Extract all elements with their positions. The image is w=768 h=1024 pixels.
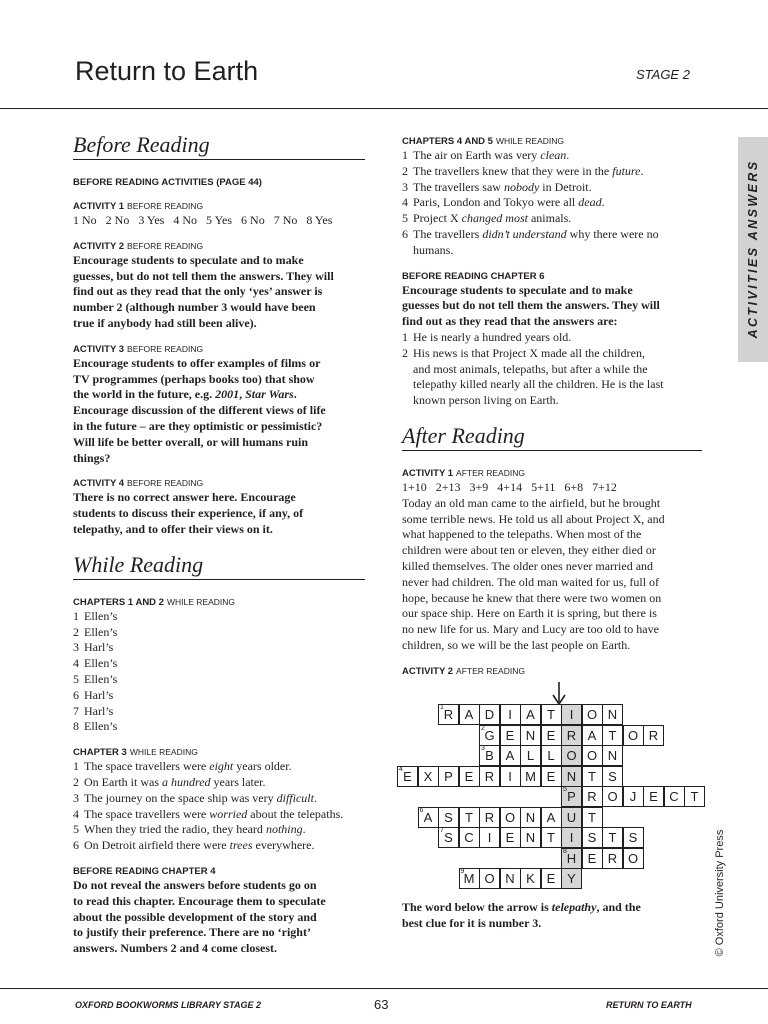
activity-4-text: There is no correct answer here. Encourage students to discuss their experience, if any, of telepathy, and to offer their views on it. [73,490,304,536]
crossword-letter: E [649,789,658,804]
crossword-cell [684,786,705,807]
left-column [73,132,365,957]
crossword-letter: N [607,707,618,722]
crossword-letter: O [586,707,598,722]
crossword-letter: E [546,871,556,886]
chapters-1-2-list [73,609,365,735]
list-item: 6 The travellers didn’t understand why there were no humans. [402,226,659,257]
crossword-letter: X [423,768,433,784]
page-title: Return to Earth [75,56,259,86]
crossword-cell [479,868,500,889]
crossword-letter: R [484,768,495,784]
crossword-letter: C [669,789,679,804]
crossword-cell [664,786,685,807]
crossword-letter: T [588,768,596,784]
activity-3-heading: ACTIVITY 3 BEFORE READING [73,343,204,355]
crossword-cell [541,807,562,828]
chapters-4-5-heading: CHAPTERS 4 AND 5 WHILE READING [402,136,564,147]
crossword-cell [500,868,521,889]
list-item: 2 On Earth it was a hundred years later. [73,774,266,789]
crossword-cell [582,848,603,869]
crossword-letter: R [484,809,495,825]
clue-number: 6 [419,806,424,814]
crossword-letter: T [608,727,617,743]
crossword-letter: P [444,768,453,784]
list-item: 3 Harl’s [73,640,114,655]
while-reading-title: While Reading [73,552,365,580]
crossword-letter: O [627,727,639,743]
list-item: 5 Project X changed most animals. [402,211,572,226]
crossword-cell [438,766,459,787]
crossword-letter: T [608,830,617,845]
crossword-cell [582,725,603,746]
crossword-cell [582,766,603,787]
crossword-cell [582,745,603,766]
crossword-grid [397,682,717,894]
crossword-letter: E [464,768,474,784]
crossword-letter: A [505,748,515,763]
before-chapter-4-text: Do not reveal the answers before students go on to read this chapter. Encourage them to speculate about the possible development of the story and to justify their preference. There are no ‘right’ answers. Numbers 2 and 4 come closest. [73,877,326,956]
crossword-conclusion: The word below the arrow is telepathy, and the best clue for it is number 3. [402,900,641,930]
side-tab-label: ACTIVITIES ANSWERS [746,159,760,339]
crossword-letter: L [526,748,535,763]
crossword-cell [623,786,644,807]
crossword-cell [602,725,623,746]
crossword-letter: N [566,768,577,784]
crossword-cell [479,766,500,787]
crossword-cell [459,807,480,828]
activity-3-text: Encourage students to offer examples of films or TV programmes (perhaps books too) that show the world in the future, e.g. 2001, Star Wars. Encourage discussion of the different views of life in the future – are they optimistic or pessimistic? Will life be better overall, or will humans ruin things? [73,355,326,465]
crossword-cell [520,745,541,766]
crossword-letter: K [526,871,535,886]
crossword-letter: U [566,809,577,825]
crossword-letter: O [586,748,598,763]
activity-1-answers: 1 No 2 No 3 Yes 4 No 5 Yes 6 No 7 No 8 Yes [73,213,333,227]
crossword-letter: T [690,789,699,804]
before-chapter-6-heading: BEFORE READING CHAPTER 6 [402,270,545,282]
after-activity-1-pairs: 1+10 2+13 3+9 4+14 5+11 6+8 7+12 [402,479,617,494]
crossword-cell [500,827,521,848]
crossword-letter: T [547,830,555,845]
crossword-cell [541,704,562,725]
list-item: 1 The space travellers were eight years older. [73,759,292,774]
crossword-cell [520,725,541,746]
crossword-letter: J [629,789,637,804]
crossword-cell [520,704,541,725]
crossword-letter: P [567,789,576,804]
crossword-cell [479,807,500,828]
clue-number: 7 [440,827,444,834]
list-item: 7 Harl’s [73,703,114,718]
crossword-letter: O [627,850,639,866]
crossword-letter: H [566,850,577,866]
crossword-letter: E [587,850,597,866]
crossword-cell [500,725,521,746]
crossword-letter: S [587,830,597,845]
crossword-cell [561,807,582,828]
list-item: 1 The air on Earth was very clean. [402,148,570,162]
crossword-cell [459,827,480,848]
crossword-letter: S [608,768,617,784]
crossword-letter: N [525,727,536,743]
crossword-cell [479,745,500,766]
crossword-letter: L [547,748,555,763]
crossword-cell [561,725,582,746]
list-item: 4 The space travellers were worried about the telepaths. [73,806,344,821]
crossword-letter: I [569,830,574,845]
list-item: 1 Ellen’s [73,608,118,623]
crossword-cell [561,868,582,889]
crossword-letter: O [566,748,577,763]
crossword-letter: E [505,727,515,743]
before-activities-heading: BEFORE READING ACTIVITIES (PAGE 44) [73,177,262,188]
crossword-cell [541,827,562,848]
crossword-letter: A [423,809,433,825]
crossword-letter: I [508,707,512,722]
crossword-cell [418,766,439,787]
crossword-cell [561,848,582,869]
crossword-cell [602,786,623,807]
crossword-letter: R [648,727,659,743]
crossword-cell [479,725,500,746]
list-item: 2 Ellen’s [73,624,118,639]
crossword-letter: S [628,830,638,845]
footer-series: OXFORD BOOKWORMS LIBRARY STAGE 2 [75,1000,262,1010]
crossword-letter: N [525,830,536,845]
footer-book-title: RETURN TO EARTH [606,1000,692,1010]
crossword-cell [438,827,459,848]
before-reading-title: Before Reading [73,132,365,160]
clue-number: 9 [460,868,465,875]
crossword-letter: N [607,748,618,763]
crossword-letter: R [607,850,618,866]
clue-number: 8 [563,847,567,855]
activity-1-heading: ACTIVITY 1 BEFORE READING [73,201,204,212]
clue-number: 1 [440,704,444,711]
crossword-letter: N [505,871,515,886]
list-item: 4 Paris, London and Tokyo were all dead. [402,195,605,210]
crossword-cell [479,827,500,848]
list-item: 4 Ellen’s [73,656,118,671]
crossword-letter: R [587,789,597,804]
activity-4-heading: ACTIVITY 4 BEFORE READING [73,478,204,490]
crossword-letter: T [588,809,596,825]
crossword-cell [582,807,603,828]
crossword-letter: I [487,830,492,845]
after-reading-title: After Reading [402,423,702,451]
crossword-letter: E [546,768,556,784]
crossword-letter: D [484,707,495,722]
crossword-cell [561,786,582,807]
crossword-letter: O [504,809,516,825]
crossword-letter: B [485,748,494,763]
crossword-letter: R [566,727,577,743]
list-item: 5 When they tried the radio, they heard nothing. [73,822,306,837]
before-chapter-6-list [402,330,702,409]
crossword-letter: O [484,871,495,886]
list-item: 2 The travellers knew that they were in the future. [402,163,644,178]
crossword-cell [459,868,480,889]
crossword-letter: T [465,809,473,825]
right-column [402,124,702,678]
crossword-cell [582,704,603,725]
crossword-cell [602,848,623,869]
crossword-cell [500,745,521,766]
crossword-cell [561,766,582,787]
crossword-cell [602,827,623,848]
chapters-1-2-heading: CHAPTERS 1 AND 2 WHILE READING [73,596,235,608]
crossword-letter: S [444,830,453,845]
crossword-letter: S [444,809,453,825]
crossword-cell [397,766,418,787]
clue-number: 4 [399,765,403,773]
after-activity-2-heading: ACTIVITY 2 AFTER READING [402,665,525,677]
crossword-cell [541,745,562,766]
crossword-cell [438,704,459,725]
crossword-letter: O [607,789,618,804]
crossword-cell [541,868,562,889]
crossword-cell [582,827,603,848]
list-item: 3 The journey on the space ship was very difficult. [73,790,317,805]
crossword-letter: Y [567,871,576,886]
chapters-4-5-list [402,148,702,259]
down-arrow-icon [551,682,567,706]
list-item: 8 Ellen’s [73,719,118,734]
crossword-letter: E [403,768,412,784]
crossword-letter: A [464,707,474,722]
crossword-cell [520,766,541,787]
crossword-letter: C [464,830,474,845]
crossword-cell [500,807,521,828]
crossword-cell [643,786,664,807]
stage-label: STAGE 2 [636,67,690,82]
crossword-cell [561,745,582,766]
crossword-cell [520,868,541,889]
crossword-cell [561,827,582,848]
crossword-letter: A [587,727,597,743]
page-number: 63 [374,997,389,1012]
crossword-letter: A [546,809,556,825]
crossword-cell [602,766,623,787]
crossword-cell [541,766,562,787]
crossword-cell [602,745,623,766]
crossword-letter: I [508,768,512,784]
clue-number: 3 [481,745,485,752]
crossword-letter: M [463,871,475,886]
crossword-letter: M [525,768,536,784]
crossword-cell [643,725,664,746]
crossword-cell [623,725,644,746]
activity-2-text: Encourage students to speculate and to make guesses, but do not tell them the answers. They will find out as they read that the only ‘yes’ answer is number 2 (although number 3 would have been true if anybody had still been alive). [73,252,334,330]
after-activity-1-text: Today an old man came to the airfield, but he brought some terrible news. He told us all about Project X, and what happened to the telepaths. When most of the children were about ten or eleven, they either died or killed themselves. The older ones never married and never had children. The old man waited for us, full of hope, because he knew that there were two women on our space ship. Here on Earth it is spring, but there is no new life for us. Mary and Lucy are too old to have children, so we will be the last people on Earth. [402,495,665,652]
before-chapter-6-text: Encourage students to speculate and to make guesses but do not tell them the answers. They will find out as they read that the answers are: [402,282,660,329]
after-activity-1-heading: ACTIVITY 1 AFTER READING [402,467,525,479]
list-item: 5 Ellen’s [73,671,118,686]
copyright-notice: © Oxford University Press [714,829,726,957]
chapter-3-list [73,759,365,854]
crossword-letter: E [546,727,556,743]
crossword-cell [541,725,562,746]
crossword-cell [602,704,623,725]
crossword-cell [520,827,541,848]
crossword-cell [500,704,521,725]
activity-2-heading: ACTIVITY 2 BEFORE READING [73,240,204,252]
crossword-cell [520,807,541,828]
crossword-cell [459,704,480,725]
crossword-cell [623,827,644,848]
crossword-letter: E [505,830,515,845]
before-chapter-4-heading: BEFORE READING CHAPTER 4 [73,865,216,877]
crossword-cell [459,766,480,787]
crossword-cell [561,704,582,725]
crossword-letter: G [484,727,495,743]
footer-rule [0,988,768,989]
crossword-cell [623,848,644,869]
crossword-letter: R [443,707,454,722]
clue-number: 5 [563,786,567,793]
crossword-cell [582,786,603,807]
crossword-letter: I [569,707,574,722]
list-item: 1 He is nearly a hundred years old. [402,329,572,344]
crossword-cell [438,807,459,828]
clue-number: 2 [481,724,485,732]
crossword-cell [500,766,521,787]
crossword-cell [418,807,439,828]
crossword-letter: N [525,809,536,825]
chapter-3-heading: CHAPTER 3 WHILE READING [73,747,198,759]
header-rule [0,108,768,109]
list-item: 6 On Detroit airfield there were trees everywhere. [73,838,315,853]
crossword-letter: T [547,707,555,722]
list-item: 3 The travellers saw nobody in Detroit. [402,179,592,194]
crossword-cell [479,704,500,725]
crossword-letter: A [526,707,535,722]
list-item: 6 Harl’s [73,687,114,702]
list-item: 2 His news is that Project X made all the children, and most animals, telepaths, but after a while the telepathy killed nearly all the children. He is the last known person living on Earth. [402,345,664,408]
